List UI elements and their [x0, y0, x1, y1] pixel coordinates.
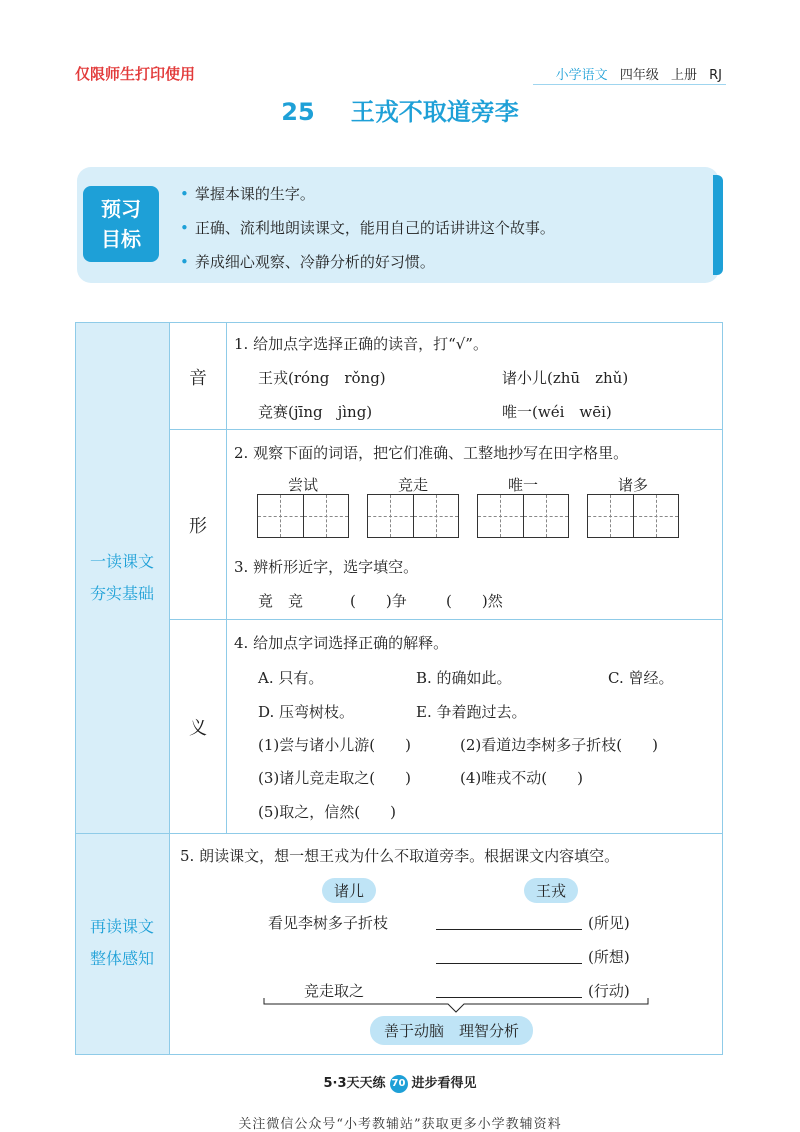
grade-label: 四年级 [619, 68, 659, 83]
question-5-prompt: 5. 朗读课文，想一想王戎为什么不取道旁李。根据课文内容填空。 [180, 847, 620, 865]
label-kids: 诸儿 [322, 878, 376, 903]
goal-item: • 正确、流利地朗读课文，能用自己的话讲讲这个故事。 [180, 219, 555, 237]
sentence-item[interactable]: (3)诸儿竞走取之( ) [258, 769, 411, 787]
table-divider [226, 322, 227, 833]
section-first-reading: 一读课文 夯实基础 [89, 552, 154, 603]
sentence-item[interactable]: (4)唯戎不动( ) [460, 769, 583, 787]
option: C. 曾经。 [608, 669, 674, 687]
book-info [548, 64, 722, 83]
footer-brand: 5·3天天练 [323, 1076, 386, 1091]
section-second-reading: 再读课文 整体感知 [89, 917, 154, 968]
edition-label: RJ [709, 68, 722, 83]
sentence-item[interactable]: (5)取之，信然( ) [258, 803, 396, 821]
label-action: (行动) [588, 982, 630, 1000]
label-seen: (所见) [588, 914, 630, 932]
pinyin-choice[interactable]: 诸小儿(zhū zhǔ) [502, 369, 629, 387]
table-divider [169, 619, 723, 620]
answer-line-thought[interactable] [436, 949, 582, 964]
tianzige-grid[interactable] [477, 494, 569, 538]
sentence-item[interactable]: (1)尝与诸小儿游( ) [258, 736, 411, 754]
sentence-item[interactable]: (2)看道边李树多子折枝( ) [460, 736, 658, 754]
page-footer [0, 1072, 800, 1093]
page-number: 70 [390, 1075, 408, 1093]
summary-brace [262, 996, 650, 1016]
tianzige-grid[interactable] [587, 494, 679, 538]
fill-blank[interactable]: ( )争 [350, 592, 407, 610]
lesson-number: 25 [281, 98, 315, 126]
goals-badge-line2: 目标 [101, 227, 141, 251]
lesson-name: 王戎不取道旁李 [350, 98, 519, 126]
grid-word: 竞走 [397, 476, 428, 494]
question-1-prompt: 1. 给加点字选择正确的读音，打“√”。 [234, 335, 488, 353]
tianzige-grid[interactable] [367, 494, 459, 538]
question-3-prompt: 3. 辨析形近字，选字填空。 [234, 558, 419, 576]
answer-line-seen[interactable] [436, 915, 582, 930]
volume-label: 上册 [670, 68, 697, 83]
goal-item: • 养成细心观察、冷静分析的好习惯。 [180, 253, 435, 271]
option: B. 的确如此。 [416, 669, 512, 687]
question-4-prompt: 4. 给加点字词选择正确的解释。 [234, 634, 449, 652]
table-divider [169, 429, 723, 430]
footer-slogan: 进步看得见 [411, 1076, 477, 1091]
conclusion-label: 善于动脑 理智分析 [370, 1016, 533, 1045]
header-divider [533, 84, 726, 85]
print-notice: 仅限师生打印使用 [75, 65, 196, 83]
fill-blank[interactable]: ( )然 [446, 592, 503, 610]
pinyin-choice[interactable]: 竞赛(jīng jìng) [258, 403, 373, 421]
row-label-meaning: 义 [189, 718, 207, 739]
goals-tab-decoration [713, 175, 723, 275]
goal-item: • 掌握本课的生字。 [180, 185, 315, 203]
subject-label: 小学语文 [555, 68, 608, 83]
goals-badge-line1: 预习 [101, 197, 141, 221]
label-thought: (所想) [588, 948, 630, 966]
row-label-form: 形 [189, 516, 207, 537]
kids-action: 竞走取之 [304, 982, 365, 1000]
grid-word: 诸多 [617, 476, 648, 494]
pinyin-choice[interactable]: 王戎(róng rǒng) [258, 369, 386, 387]
grid-word: 唯一 [507, 476, 538, 494]
pinyin-choice[interactable]: 唯一(wéi wēi) [502, 403, 612, 421]
table-divider [169, 322, 170, 1055]
lesson-title [0, 92, 800, 127]
watermark-note: 关注微信公众号“小考教辅站”获取更多小学教辅资料 [238, 1117, 562, 1132]
row-label-sound: 音 [189, 368, 207, 389]
grid-word: 尝试 [287, 476, 318, 494]
table-divider [75, 833, 723, 834]
similar-chars: 竟 竞 [258, 592, 304, 610]
kids-observation: 看见李树多子折枝 [268, 914, 389, 932]
option: D. 压弯树枝。 [258, 703, 355, 721]
label-wangrong: 王戎 [524, 878, 578, 903]
goals-badge [83, 186, 159, 262]
option: E. 争着跑过去。 [416, 703, 527, 721]
question-2-prompt: 2. 观察下面的词语，把它们准确、工整地抄写在田字格里。 [234, 444, 629, 462]
tianzige-grid[interactable] [257, 494, 349, 538]
option: A. 只有。 [258, 669, 324, 687]
